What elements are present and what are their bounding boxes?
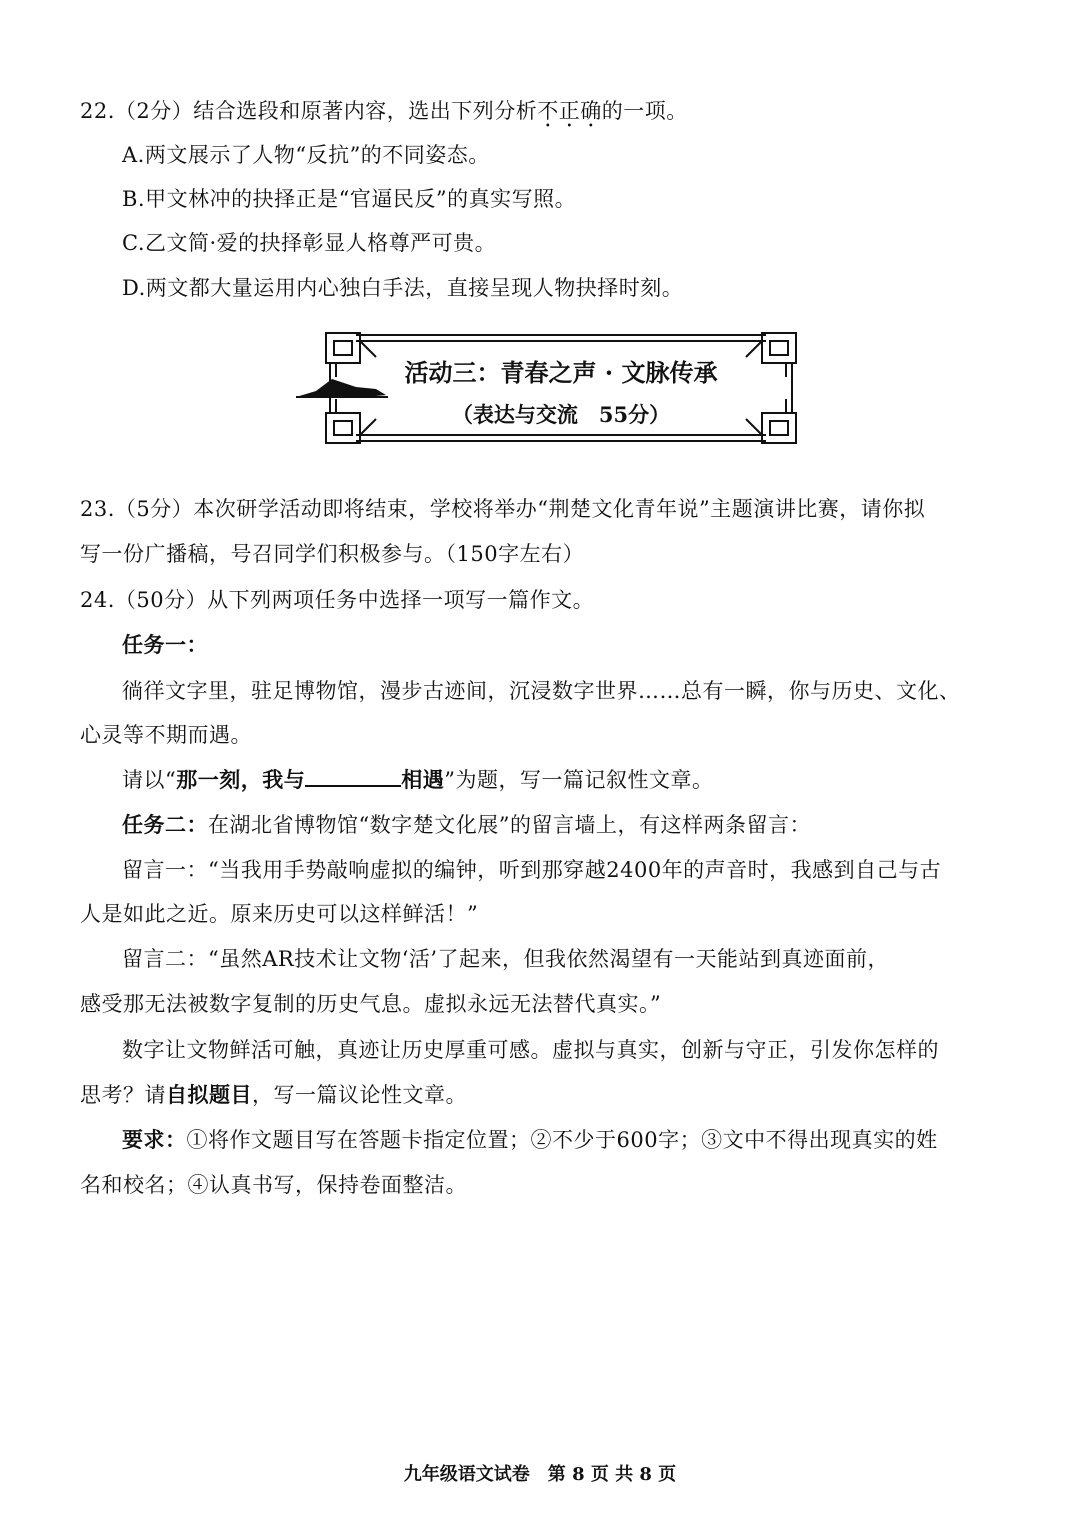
banner-frame [296,327,826,449]
requirements-line1: 要求：①将作文题目写在答题卡指定位置；②不少于600字；③文中不得出现真实的姓 [122,1127,938,1152]
title-blank [305,765,401,787]
q23-line2: 写一份广播稿，号召同学们积极参与。（150字左右） [80,542,585,566]
msg1-line1: 留言一：“当我用手势敲响虚拟的编钟，听到那穿越2400年的声音时，我感到自己与古 [122,858,942,882]
task1-label: 任务一： [122,632,208,657]
msg2-line2: 感受那无法被数字复制的历史气息。虚拟永远无法替代真实。” [80,992,662,1016]
q22-stem: 22.（2分）结合选段和原著内容，选出下列分析不正确的一项。 [80,96,688,126]
banner-title: 活动三：青春之声 · 文脉传承 [404,358,718,387]
task1-text-line1: 徜徉文字里，驻足博物馆，漫步古迹间，沉浸数字世界……总有一瞬，你与历史、文化、 [122,679,961,703]
q22-option-b: B.甲文林冲的抉择正是“官逼民反”的真实写照。 [122,187,577,211]
emphasis-char: 不 [537,99,559,123]
task2-intro: 任务二：在湖北省博物馆“数字楚文化展”的留言墙上，有这样两条留言： [122,812,811,837]
page-footer: 九年级语文试卷 第 8 页 共 8 页 [403,1464,677,1485]
task1-text-line2: 心灵等不期而遇。 [80,723,252,747]
task1-prompt: 请以“那一刻，我与 相遇”为题，写一篇记叙性文章。 [122,767,714,792]
q22-option-d: D.两文都大量运用内心独白手法，直接呈现人物抉择时刻。 [122,276,684,300]
emphasis-char: 正 [558,99,581,123]
msg2-line1: 留言二：“虽然AR技术让文物‘活’了起来，但我依然渴望有一天能站到真迹面前， [122,947,890,971]
section-banner [296,327,826,449]
msg1-line2: 人是如此之近。原来历史可以这样鲜活！” [80,902,479,926]
task2-prompt-line1: 数字让文物鲜活可触，真迹让历史厚重可感。虚拟与真实，创新与守正，引发你怎样的 [122,1038,939,1062]
q22-option-a: A.两文展示了人物“反抗”的不同姿态。 [122,143,490,167]
requirements-line2: 名和校名；④认真书写，保持卷面整洁。 [80,1173,467,1197]
banner-subtitle: （表达与交流 55分） [451,402,671,427]
q24-stem: 24.（50分）从下列两项任务中选择一项写一篇作文。 [80,588,595,612]
task2-prompt-line2: 思考？请自拟题目，写一篇议论性文章。 [80,1082,467,1107]
q22-option-c: C.乙文简·爱的抉择彰显人格尊严可贵。 [122,231,497,255]
emphasis-char: 确 [580,99,602,123]
q22-emphasis [537,99,602,123]
q23-line1: 23.（5分）本次研学活动即将结束，学校将举办“荆楚文化青年说”主题演讲比赛，请你拟 [80,497,926,521]
